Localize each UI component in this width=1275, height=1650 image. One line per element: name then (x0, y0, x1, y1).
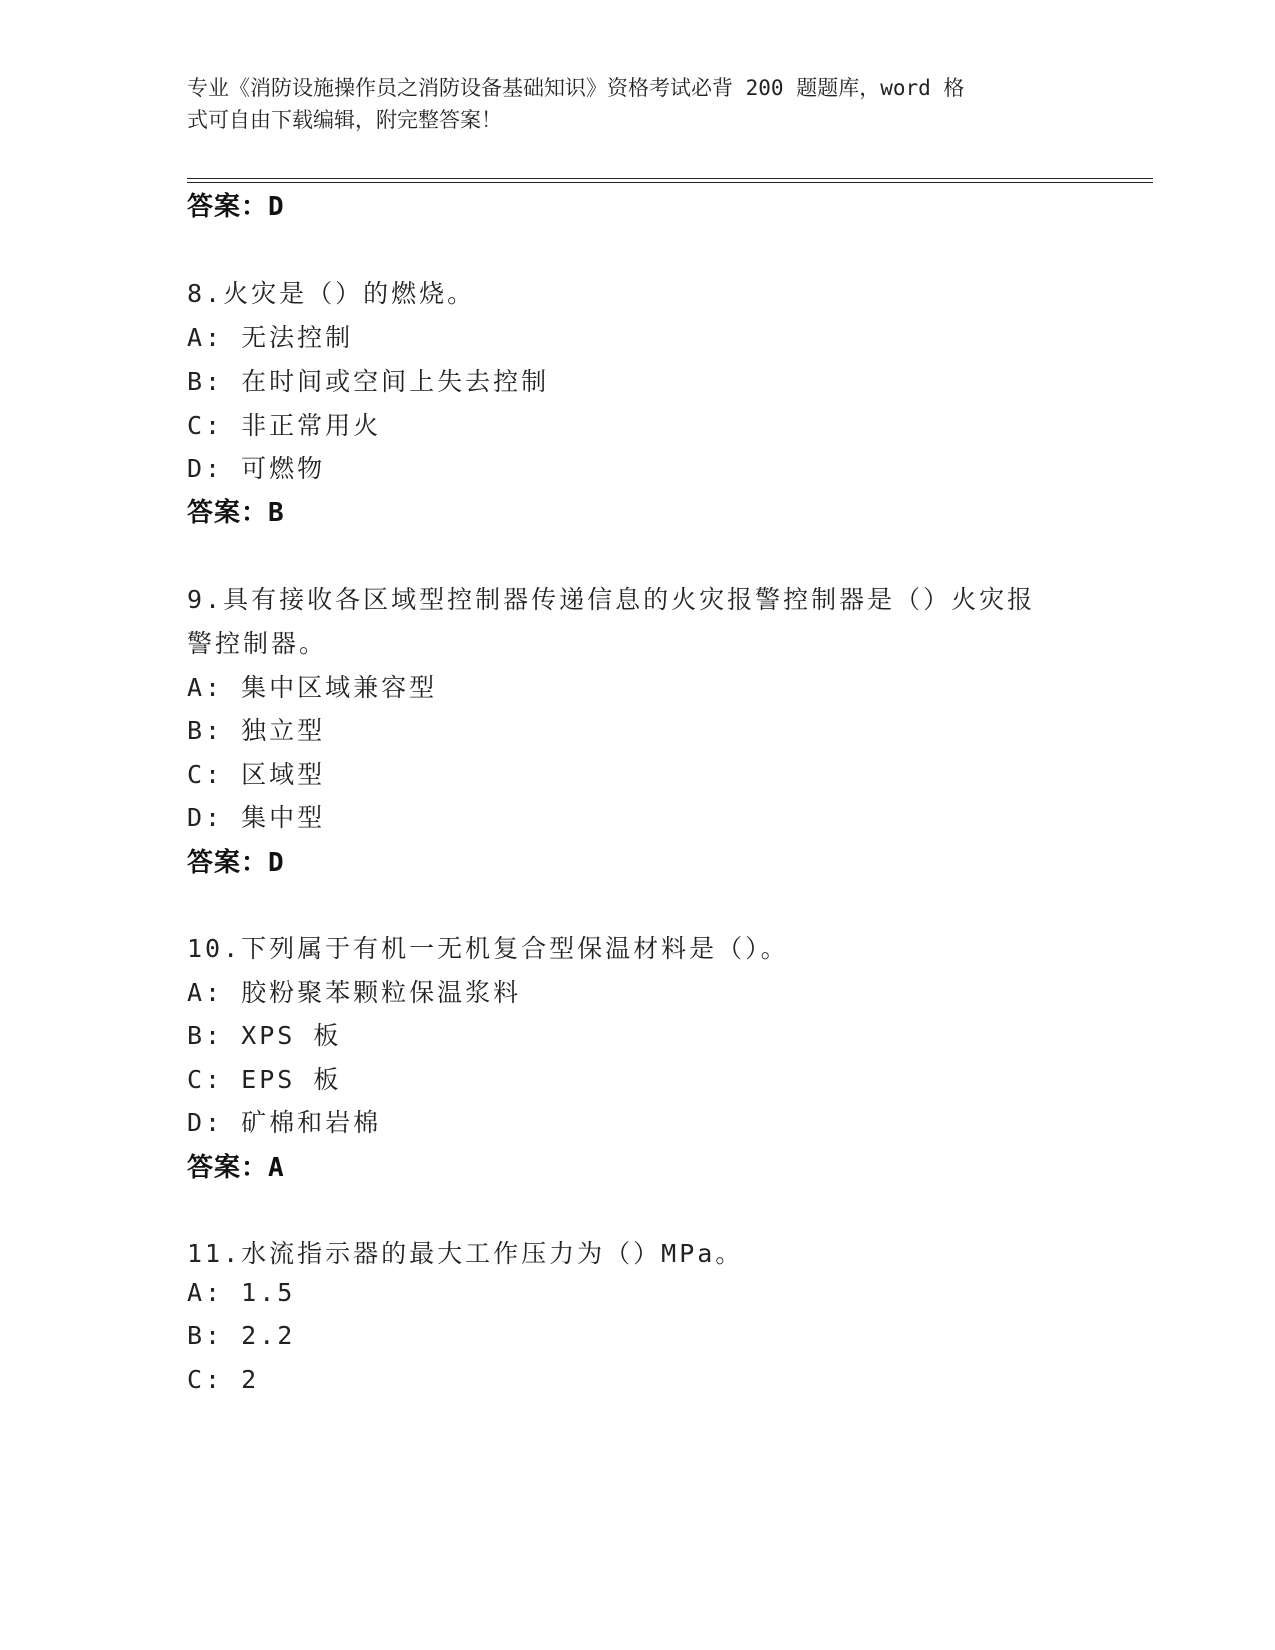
option-c: C: 非正常用火 (187, 411, 382, 440)
answer-line: 答案：D (187, 848, 285, 878)
option-d: D: 集中型 (187, 803, 326, 832)
option-a: A: 1.5 (187, 1278, 296, 1307)
option-a: A: 集中区域兼容型 (187, 673, 438, 702)
header-line-2: 式可自由下载编辑，附完整答案！ (187, 108, 502, 132)
option-b: B: 在时间或空间上失去控制 (187, 367, 550, 396)
question-stem: 11.水流指示器的最大工作压力为（）MPa。 (187, 1239, 744, 1268)
answer-line: 答案：A (187, 1153, 285, 1183)
option-b: B: 独立型 (187, 716, 326, 745)
answer-line: 答案：D (187, 192, 285, 222)
option-c: C: 2 (187, 1365, 260, 1394)
option-a: A: 无法控制 (187, 323, 354, 352)
question-stem: 9.具有接收各区域型控制器传递信息的火灾报警控制器是（）火灾报 (187, 585, 1036, 614)
option-a: A: 胶粉聚苯颗粒保温浆料 (187, 978, 522, 1007)
header-double-rule (187, 178, 1153, 183)
question-stem-continued: 警控制器。 (187, 629, 328, 658)
option-b: B: 2.2 (187, 1321, 296, 1350)
header-line-1: 专业《消防设施操作员之消防设备基础知识》资格考试必背 200 题题库，word 格 (187, 76, 965, 100)
option-d: D: 可燃物 (187, 454, 326, 483)
question-stem: 10.下列属于有机一无机复合型保温材料是（）。 (187, 934, 789, 963)
answer-line: 答案：B (187, 498, 285, 528)
question-stem: 8.火灾是（）的燃烧。 (187, 279, 476, 308)
option-b: B: XPS 板 (187, 1021, 342, 1050)
document-header (187, 72, 1067, 136)
option-c: C: EPS 板 (187, 1065, 342, 1094)
option-c: C: 区域型 (187, 760, 326, 789)
option-d: D: 矿棉和岩棉 (187, 1108, 382, 1137)
